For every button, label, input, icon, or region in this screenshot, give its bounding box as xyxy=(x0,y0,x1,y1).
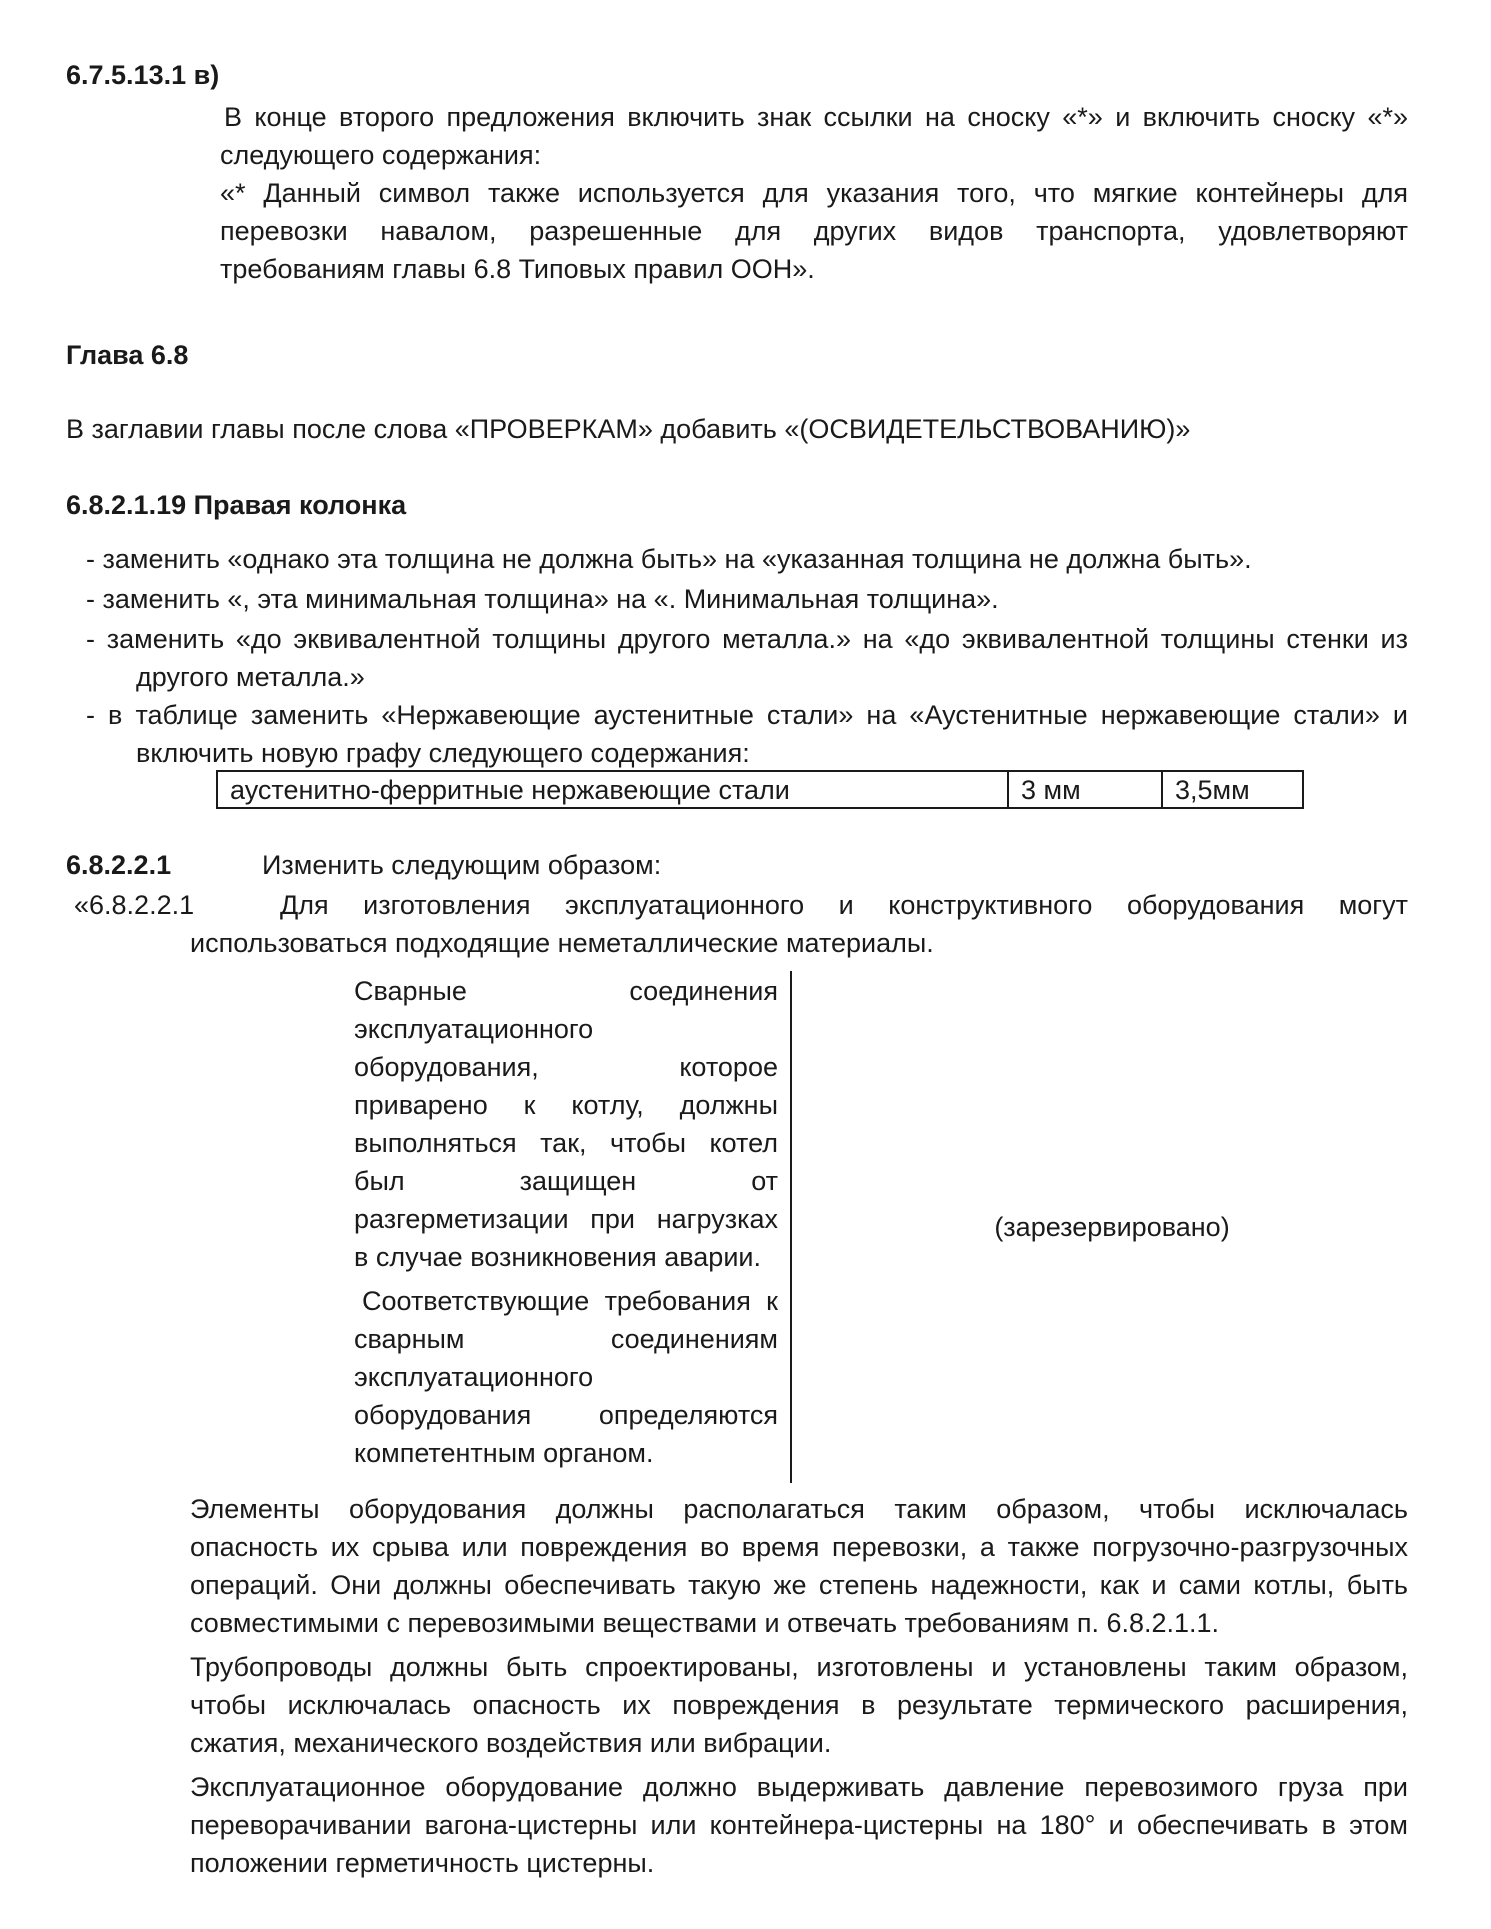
para2-line: сжатия, механического воздействия или вибрации. xyxy=(190,1728,832,1758)
para3-line: положении герметичность цистерны. xyxy=(190,1848,655,1878)
s1-p2-line2: перевозки навалом, разрешенные для других видов транспорта, удовлетворяют xyxy=(220,216,1408,246)
para1-line: опасность их срыва или повреждения во время перевозки, а также погрузочно-разгрузочных xyxy=(190,1532,1408,1562)
s1-p2-line1: «* Данный символ также используется для указания того, что мягкие контейнеры для xyxy=(220,178,1408,208)
heading-chapter-6-8: Глава 6.8 xyxy=(66,340,189,370)
new-row-table xyxy=(216,770,1304,809)
s1-p1-line1: В конце второго предложения включить знак ссылки на сноску «*» и включить сноску «*» xyxy=(224,102,1408,132)
heading-6-8-2-2-1: 6.8.2.2.1 xyxy=(66,850,172,880)
heading-6-8-2-1-19: 6.8.2.1.19 Правая колонка xyxy=(66,490,407,520)
s4-quote-line2: использоваться подходящие неметаллические материалы. xyxy=(190,928,934,958)
left-col-line: разгерметизации при нагрузках xyxy=(354,1204,778,1234)
left-column-text xyxy=(354,972,778,1472)
para1-line: совместимыми с перевозимыми веществами и отвечать требованиям п. 6.8.2.1.1. xyxy=(190,1608,1220,1638)
s1-p1-line2: следующего содержания: xyxy=(220,140,542,170)
s4-paragraph-1 xyxy=(190,1490,1408,1642)
left-col-line: эксплуатационного xyxy=(354,1362,594,1392)
para1-line: Элементы оборудования должны располагаться таким образом, чтобы исключалась xyxy=(190,1494,1408,1524)
para3-line: переворачивании вагона-цистерны или контейнера-цистерны на 180° и обеспечивать в этом xyxy=(190,1810,1408,1840)
table-row xyxy=(217,771,1303,808)
table-cell-thickness-2: 3,5мм xyxy=(1162,771,1303,808)
left-col-line: выполняться так, чтобы котел xyxy=(354,1128,778,1158)
left-col-line: был защищен от xyxy=(354,1166,778,1196)
s1-paragraph-1 xyxy=(220,98,1408,288)
s4-paragraph-2 xyxy=(190,1648,1408,1762)
list-item: - в таблице заменить «Нержавеющие аустенитные стали» на «Аустенитные нержавеющие стали» и xyxy=(86,700,1408,730)
list-item-continuation: другого металла.» xyxy=(136,662,365,692)
left-col-line: эксплуатационного xyxy=(354,1014,594,1044)
left-col-line: оборудования определяются xyxy=(354,1400,778,1430)
left-col-line: сварным соединениям xyxy=(354,1324,778,1354)
para2-line: чтобы исключалась опасность их повреждения в результате термического расширения, xyxy=(190,1690,1408,1720)
left-col-line: Сварные соединения xyxy=(354,976,778,1006)
para1-line: операций. Они должны обеспечивать такую же степень надежности, как и сами котлы, быть xyxy=(190,1570,1408,1600)
reserved-text: (зарезервировано) xyxy=(994,1212,1230,1242)
list-item-continuation: включить новую графу следующего содержания: xyxy=(136,738,750,768)
left-col-line: оборудования, которое xyxy=(354,1052,778,1082)
table-cell-thickness-1: 3 мм xyxy=(1008,771,1162,808)
list-item: - заменить «до эквивалентной толщины другого металла.» на «до эквивалентной толщины стенки из xyxy=(86,624,1408,654)
para2-line: Трубопроводы должны быть спроектированы, изготовлены и установлены таким образом, xyxy=(190,1652,1408,1682)
list-item: - заменить «, эта минимальная толщина» на «. Минимальная толщина». xyxy=(86,584,999,614)
table-cell-material: аустенитно-ферритные нержавеющие стали xyxy=(217,771,1008,808)
s1-p2-line3: требованиям главы 6.8 Типовых правил ООН». xyxy=(220,254,815,284)
para3-line: Эксплуатационное оборудование должно выдерживать давление перевозимого груза при xyxy=(190,1772,1408,1802)
left-col-line: компетентным органом. xyxy=(354,1438,654,1468)
s4-quote-number: «6.8.2.2.1 xyxy=(74,890,195,920)
left-col-line: Соответствующие требования к xyxy=(362,1286,778,1316)
s4-intro: Изменить следующим образом: xyxy=(262,850,662,880)
left-col-line: в случае возникновения аварии. xyxy=(354,1242,761,1272)
left-col-line: приварено к котлу, должны xyxy=(354,1090,778,1120)
chapter-title-change: В заглавии главы после слова «ПРОВЕРКАМ» добавить «(ОСВИДЕТЕЛЬСТВОВАНИЮ)» xyxy=(66,414,1191,444)
s4-quote-line1: Для изготовления эксплуатационного и конструктивного оборудования могут xyxy=(280,890,1408,920)
list-item: - заменить «однако эта толщина не должна быть» на «указанная толщина не должна быть». xyxy=(86,544,1252,574)
heading-6-7-5-13-1: 6.7.5.13.1 в) xyxy=(66,60,220,90)
s4-paragraph-3 xyxy=(190,1768,1408,1882)
